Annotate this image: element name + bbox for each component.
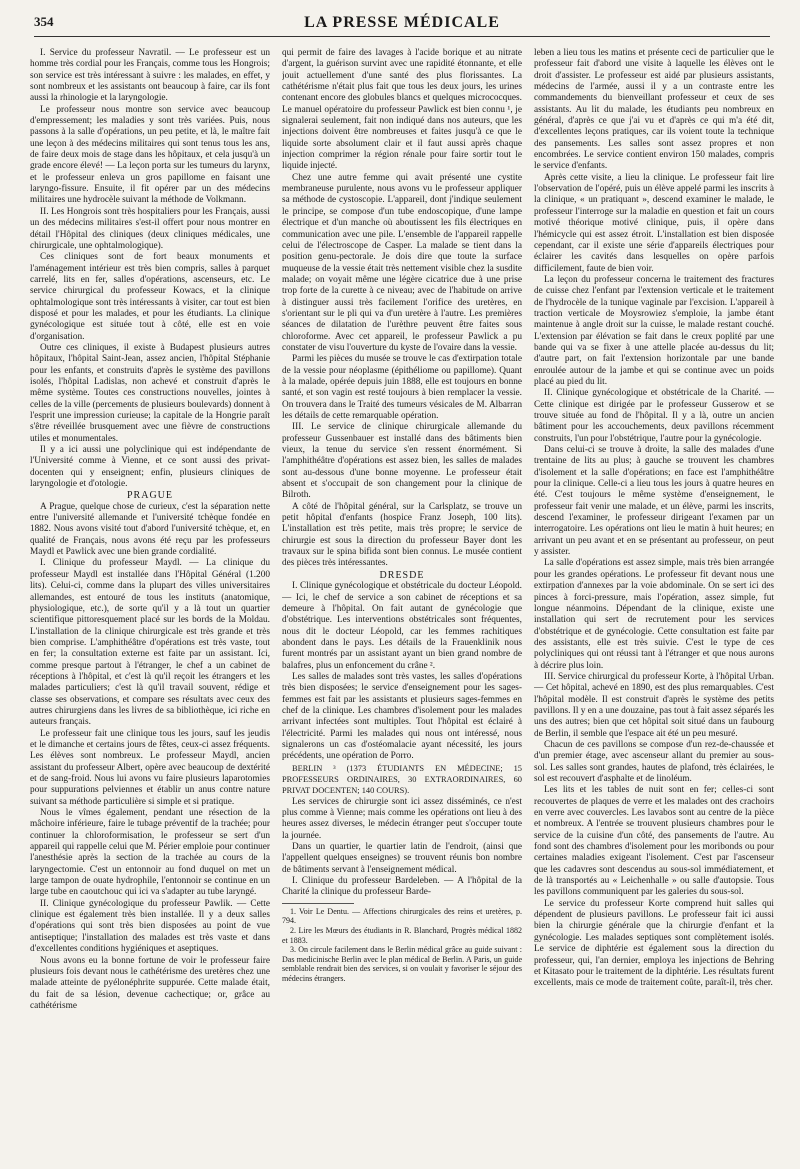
paragraph: III. Le service de clinique chirurgicale allemande du professeur Gussenbauer est installé dans des bâtiments bien vieux, la tenue du service s'en ressent énormément. Si l'amphithéâtre d'opérations est assez bien, les salles de malades sont au-dessous d'une bonne moyenne. Le professeur était absent et s'occupait de son changement pour la clinique de Bilroth. — [282, 422, 522, 501]
journal-title: LA PRESSE MÉDICALE — [304, 14, 500, 31]
paragraph: Dans celui-ci se trouve à droite, la salle des malades d'une trentaine de lits au plus; à gauche se trouvent les chambres d'isolement et la salle d'opérations; en face est l'amphithéâtre pour la clinique. Celle-ci a lieu tous les jours à quatre heures en été. C'est toujours le même système d'enseignement, le professeur fait venir une malade, et un élève, parmi les inscrits, descend l'examiner, le professeur dirigeant l'examen par un interrogatoire. Les opérations ont lieu le matin à huit heures; en arrivant un peu avant et en se présentant au professeur, on peut y assister. — [534, 445, 774, 558]
paragraph: leben a lieu tous les matins et présente ceci de particulier que le professeur fait d'abord une visite à laquelle les élèves ont le droit d'assister. Le professeur est aidé par plusieurs assistants, médecins de l'armée, aussi il y a un contraste entre les commandements du bienveillant professeur et ceux de ses assistants. Au lit du malade, les étudiants peu nombreux en général, d'après ce que j'ai vu et d'après ce qui m'a été dit, d'excellentes leçons pratiques, car ils voient toute la technique des pansements. Les salles sont assez propres et non encombrées. Le service contient environ 150 malades, compris le service d'enfants. — [534, 48, 774, 172]
paragraph: Le service du professeur Korte comprend huit salles qui dépendent de plusieurs pavillons. Le professeur fait ici aussi bien la chirurgie générale que la chirurgie d'enfant et la gynécologie. Les malades septiques sont complètement isolés. Le service de diphtérie est également sous la direction du professeur, qui, l'an dernier, employa les injections de Behring et Kitasato pour le traitement de la diphtérie. Les résultats furent excellents, mais ce mode de traitement coûte, paraît-il, très cher. — [534, 898, 774, 989]
paragraph: Nous le vîmes également, pendant une résection de la mâchoire inférieure, faire le tubage préventif de la trachée; pour continuer la chloroformisation, le professeur se sert d'un appareil qui rappelle celui que M. Périer emploie pour continuer l'anesthésie après la section de la trachée au cours de la laryngectomie. C'est un entonnoir au fond duquel on met un large tampon de ouate hydrophile, l'entonnoir se continue en un large tube en caoutchouc qui ici va s'adapter au tube laryngé. — [30, 808, 270, 898]
footnote: 2. Lire les Mœurs des étudiants in R. Blanchard, Progrès médical 1882 et 1883. — [282, 925, 522, 945]
section-heading-dresde: DRESDE — [379, 569, 425, 581]
paragraph: A Prague, quelque chose de curieux, c'est la séparation nette entre l'université allemande et l'université tchèque fondée en 1882. Nous avons visité tout d'abord l'université tchèque, et, en qualité de Français, nous avons été reçu par les professeurs Maydl et Pawlick avec une bien grande cordialité. — [30, 501, 270, 558]
footnote-divider — [282, 903, 354, 904]
paragraph: III. Service chirurgical du professeur Korte, à l'hôpital Urban. — Cet hôpital, achevé en 1890, est des plus remarquables. C'est l'hôpital modèle. Il est construit d'après le système des petits pavillons. Il y en a une douzaine, pas tout à fait assez séparés les uns des autres; bien que cet hôpital soit situé dans un faubourg de Berlin, il semble que l'espace ait été un peu mesuré. — [534, 671, 774, 739]
berlin-heading: BERLIN ³ (1373 ÉTUDIANTS EN MÉDECINE; 15 PROFESSEURS ORDINAIRES, 30 EXTRAORDINAIRES, 60 PRIVAT DOCENTEN; 140 COURS). — [282, 763, 522, 796]
paragraph: Parmi les pièces du musée se trouve le cas d'extirpation totale de la vessie pour néoplasme (épithéliome ou papillome). Quant à la malade, opérée depuis juin 1888, elle est toujours en bonne santé, et son vagin est resté toujours à bien remplacer la vessie. On trouvera dans le Traité des tumeurs vésicales de M. Albarran les détails de cette remarquable opération. — [282, 354, 522, 421]
paragraph: Nous avons eu la bonne fortune de voir le professeur faire plusieurs fois devant nous le cathétérisme des uretères chez une malade atteinte de pyélonéphrite suppurée. Cette malade était, du fait de sa lésion, devenue cachectique; or, grâce au cathétérisme — [30, 955, 270, 1011]
paragraph: Les services de chirurgie sont ici assez disséminés, ce n'est plus comme à Vienne; mais comme les opérations ont lieu à des heures assez diverses, le médecin étranger peut s'occuper toute la journée. — [282, 796, 522, 841]
column-2 — [282, 48, 522, 1163]
paragraph: I. Clinique du professeur Bardeleben. — A l'hôpital de la Charité la clinique du professeur Barde- — [282, 876, 522, 898]
paragraph: La leçon du professeur concerna le traitement des fractures de cuisse chez l'enfant par l'extension verticale et le traitement de l'hydrocèle de la tunique vaginale par l'excision. L'appareil à traction verticale de Moysrowiez s'emploie, la jambe étant maintenue à angle droit sur la cuisse, le malade restant couché. L'extension par élévation se fait dans le creux poplité par une bande qui va se fixer à une attelle placée au-dessus du lit; d'autre part, on fait l'extension horizontale par une bande enroulée autour de la jambe et qui se continue avec un poids placé au pied du lit. — [534, 274, 774, 387]
paragraph: La salle d'opérations est assez simple, mais très bien arrangée pour les grandes opérations. Le professeur fit devant nous une extirpation d'annexes par la voie abdominale. On se sert ici des pinces à forci-pressure, mais l'opération, assez simple, fut longue néanmoins. Dépendant de la clinique, existe une installation qui sert de recrutement pour les services d'obstétrique et de gynécologie. Cette consultation est faite par des assistants, elle est très suivie. C'est le type de ces polycliniques qui ont réussi tant à l'étranger et que nous aurons à décrire plus loin. — [534, 558, 774, 671]
paragraph: Dans un quartier, le quartier latin de l'endroit, (ainsi que l'appellent quelques enseignes) se trouvent réunis bon nombre de bâtiments servant à l'enseignement médical. — [282, 842, 522, 875]
paragraph: Chacun de ces pavillons se compose d'un rez-de-chaussée et d'un premier étage, avec ascenseur allant du premier au sous-sol. Les salles sont grandes, hautes de plafond, très éclairées, le sol est recouvert d'asphalte et de linoléum. — [534, 739, 774, 784]
column-1 — [30, 48, 270, 1163]
paragraph: Après cette visite, a lieu la clinique. Le professeur fait lire l'observation de l'opéré, puis un élève appelé parmi les inscrits à la clinique, « un pratiquant », descend examiner le malade, le professeur l'interroge sur la maladie en question et fait un cours motivé théorique motivé clinique, puis, il opère dans l'hémicycle qui est assez étroit. L'installation est bien disposée cependant, car il existe une série d'appareils électriques pour éclairer les cavités dans lesquelles on opère parfois difficilement, faute de bien voir. — [534, 172, 774, 274]
paragraph: qui permit de faire des lavages à l'acide borique et au nitrate d'argent, la guérison survint avec une rapidité étonnante, et elle jouit actuellement d'une santé des plus florissantes. La cathétérisme n'était plus fait que tous les deux jours, les urines contenant encore des globules blancs et quelques micrococques. Le manuel opératoire du professeur Pawlick est bien connu ¹, je signalerai seulement, fait non indiqué dans nos auteurs, que les injections doivent être nombreuses et faites jusqu'à ce que le liquide sorte absolument clair et il faut aussi après chaque injection comprimer la région rénale pour faire sortir tout le liquide injecté. — [282, 48, 522, 172]
paragraph: II. Les Hongrois sont très hospitaliers pour les Français, aussi un des médecins militaires s'est-il offert pour nous montrer en détail l'Hôpital des cliniques (deux cliniques médicales, une chirurgicale, une ophtalmologique). — [30, 206, 270, 251]
paragraph: Outre ces cliniques, il existe à Budapest plusieurs autres hôpitaux, l'hôpital Saint-Jean, assez ancien, l'hôpital Stéphanie pour les enfants, et construits d'après le système des pavillons isolés, l'hôpital Ladislas, non achevé et construit d'après le même système. Toutes ces constructions nouvelles, jointes à celles de la ville (percements de plusieurs boulevards) donnent à l'esprit une impression curieuse; la capitale de la Hongrie paraît s'être réveillée brusquement avec une fièvre de constructions utiles et monumentales. — [30, 342, 270, 444]
paragraph: I. Clinique du professeur Maydl. — La clinique du professeur Maydl est installée dans l'Hôpital Général (1.200 lits). Celui-ci, comme dans la plupart des villes universitaires allemandes, est entouré de tous les instituts (anatomique, physiologique, etc.), de sorte qu'il y a là tout un quartier scientifique pittoresquement placé sur les bords de la Moldau. L'installation de la clinique chirurgicale est très grande et très bien comprise. L'amphithéâtre d'opérations est très vaste, tout en fer; la consultation externe est faite par un assistant. Ici, comme presque partout à l'étranger, le chef a un cabinet de réceptions à l'hôpital, et c'est là qu'il reçoit les étrangers et les malades particuliers; c'est là qu'il travail souvent, rédige et classe ses observations, et compare ses résultats avec ceux des autres chirurgiens dans les livres de sa bibliothèque, ici riche en auteurs français. — [30, 558, 270, 728]
section-heading-prague: PRAGUE — [126, 490, 173, 502]
paragraph: Le professeur nous montre son service avec beaucoup d'empressement; les maladies y sont très variées. Puis, nous passons à la salle d'opérations, un peu petite, et là, le maître fait une leçon à des médecins militaires qui sont tenus tous les ans, de faire deux mois de stage dans les hôpitaux, et cela jusqu'à un grade encore élevé! — La leçon porta sur les tumeurs du larynx, et le professeur enleva un gros papillome en faisant une laryngo-fissure. Ensuite, il fit opérer par un des médecins militaires une hydrocèle suivant la méthode de Volkmann. — [30, 104, 270, 206]
paragraph: I. Clinique gynécologique et obstétricale du docteur Léopold. — Ici, le chef de service a son cabinet de réceptions et sa demeure à l'hôpital. On fait autant de gynécologie que d'obstétrique. Les interventions obstétricales sont fréquentes, nous dit le docteur Léopold, car les femmes rachitiques abondent dans le pays. Les détails de la Frauenklinik nous furent montrés par un assistant ayant un bien grand nombre de balafres, plus un enfoncement du crâne ². — [282, 581, 522, 671]
paragraph: I. Service du professeur Navratil. — Le professeur est un homme très cordial pour les Français, comme tous les Hongrois; son service est très intéressant à suivre : les malades, en effet, y sont nombreux et les assistants ont beaucoup à faire, car ils font aussi la rhinologie et la laryngologie. — [30, 48, 270, 104]
paragraph: Le professeur fait une clinique tous les jours, sauf les jeudis et le dimanche et certains jours de fêtes, ceux-ci assez fréquents. Les élèves sont nombreux. Le professeur Maydl, ancien assistant du professeur Albert, opère avec beaucoup de dextérité et de sang-froid. Nous lui avons vu faire plusieurs laparotomies pour suppurations pelviennes et établir un anus contre nature suivant sa méthode particulière si simple et si pratique. — [30, 728, 270, 807]
paragraph: Les salles de malades sont très vastes, les salles d'opérations très bien disposées; le service d'enseignement pour les sages-femmes est fait par les assistants et plusieurs sages-femmes en chef de la clinique. Les chambres d'isolement pour les malades arrivant infectées sont multiples. Tout l'hôpital est éclairé à l'électricité. Parmi les malades qui nous ont intéressé, nous signalerons un cas d'ostéomalacie ayant nécessité, les jours précédents, une opération de Porro. — [282, 671, 522, 762]
paragraph: Les lits et les tables de nuit sont en fer; celles-ci sont recouvertes de plaques de verre et les malades ont des crachoirs en verre avec couvercles. Les lavabos sont au centre de la pièce et nombreux. A l'entrée se trouvent plusieurs chambres pour le service de la cuisine d'un côté, des pansements de l'autre. Au fond sont des chambres d'isolement pour les moribonds ou pour certaines maladies exigeant l'isolement. C'est par l'ascenseur que les cadavres sont descendus au sous-sol immédiatement, et de là transportés au « Leichenhalle » ou salle d'autopsie. Tous les pavillons communiquent par les galeries du sous-sol. — [534, 785, 774, 898]
paragraph: Ces cliniques sont de fort beaux monuments et l'aménagement intérieur est très bien compris, salles à parquet carrelé, lits en fer, salles d'opérations, ascenseurs, etc. Le service chirurgical du professeur Kowacs, et la clinique ophtalmologique sont très intéressants à visiter, car tout est bien disposé et pour les malades, et pour les étudiants. La clinique gynécologique est située tout à côté, elle est en voie d'organisation. — [30, 252, 270, 342]
paragraph: A côté de l'hôpital général, sur la Carlsplatz, se trouve un petit hôpital d'enfants (hospice Franz Joseph, 100 lits). L'installation est très petite, mais très propre; le service de chirurgie est sous la direction du professeur Bayer dont les travaux sur le spina bifida sont bien connus. Le musée contient des pièces très intéressantes. — [282, 501, 522, 569]
footnotes — [282, 907, 522, 984]
page-header — [34, 14, 770, 37]
page-number: 354 — [34, 14, 54, 29]
paragraph: II. Clinique gynécologique et obstétricale de la Charité. — Cette clinique est dirigée par le professeur Gusserow et se trouve située au fond de l'hôpital. Il y a là, outre un ancien bâtiment pour les accouchements, deux pavillons récemment construits, l'un pour l'obstétrique, l'autre pour la gynécologie. — [534, 388, 774, 444]
column-3 — [534, 48, 774, 1163]
paragraph: Chez une autre femme qui avait présenté une cystite membraneuse purulente, nous avons vu le professeur appliquer sa méthode de cystoscopie. L'appareil, dont j'indique seulement le principe, se compose d'un tube endoscopique, d'une lampe électrique et d'un manche où aboutissent les fils électriques en communication avec une pile. L'ensemble de l'appareil rappelle celui de l'électroscope de Casper. La malade se tient dans la position genu-pectorale. Je dois dire que toute la surface muqueuse de la vessie était très nettement visible chez la susdite malade; on voyait même une légère cicatrice due à une prise trop forte de la curette à ce niveau; avec de l'habitude on arrive à distinguer aussi très facilement l'orifice des uretères, en s'orientant sur le pli qui va d'un uretère à l'autre. Les premières séances de dilatation de l'urèthre peuvent être faites sous chloroforme. Avec cet appareil, le professeur Pawlick a pu constater de visu l'ouverture du kyste de l'ovaire dans la vessie. — [282, 172, 522, 353]
paragraph: II. Clinique gynécologique du professeur Pawlik. — Cette clinique est également très bien installée. Il y a deux salles d'opérations qui sont très bien disposées au point de vue antiseptique; l'installation des malades est très vaste et dans d'excellentes conditions hygiéniques et aseptiques. — [30, 898, 270, 955]
paragraph: Il y a ici aussi une polyclinique qui est indépendante de l'Université comme à Vienne, et ce sont aussi des privat-docenten qui y enseignent; enfin, plusieurs cliniques de laryngologie et d'otologie. — [30, 445, 270, 490]
footnote: 1. Voir Le Dentu. — Affections chirurgicales des reins et uretères, p. 794. — [282, 906, 522, 926]
text-columns — [30, 48, 774, 1163]
footnote: 3. On circule facilement dans le Berlin médical grâce au guide suivant : Das medicinische Berlin avec le plan médical de Berlin. A Paris, un guide semblable rendrait bien des services, si on voulait y favoriser le séjour des médecins étrangers. — [282, 945, 522, 983]
